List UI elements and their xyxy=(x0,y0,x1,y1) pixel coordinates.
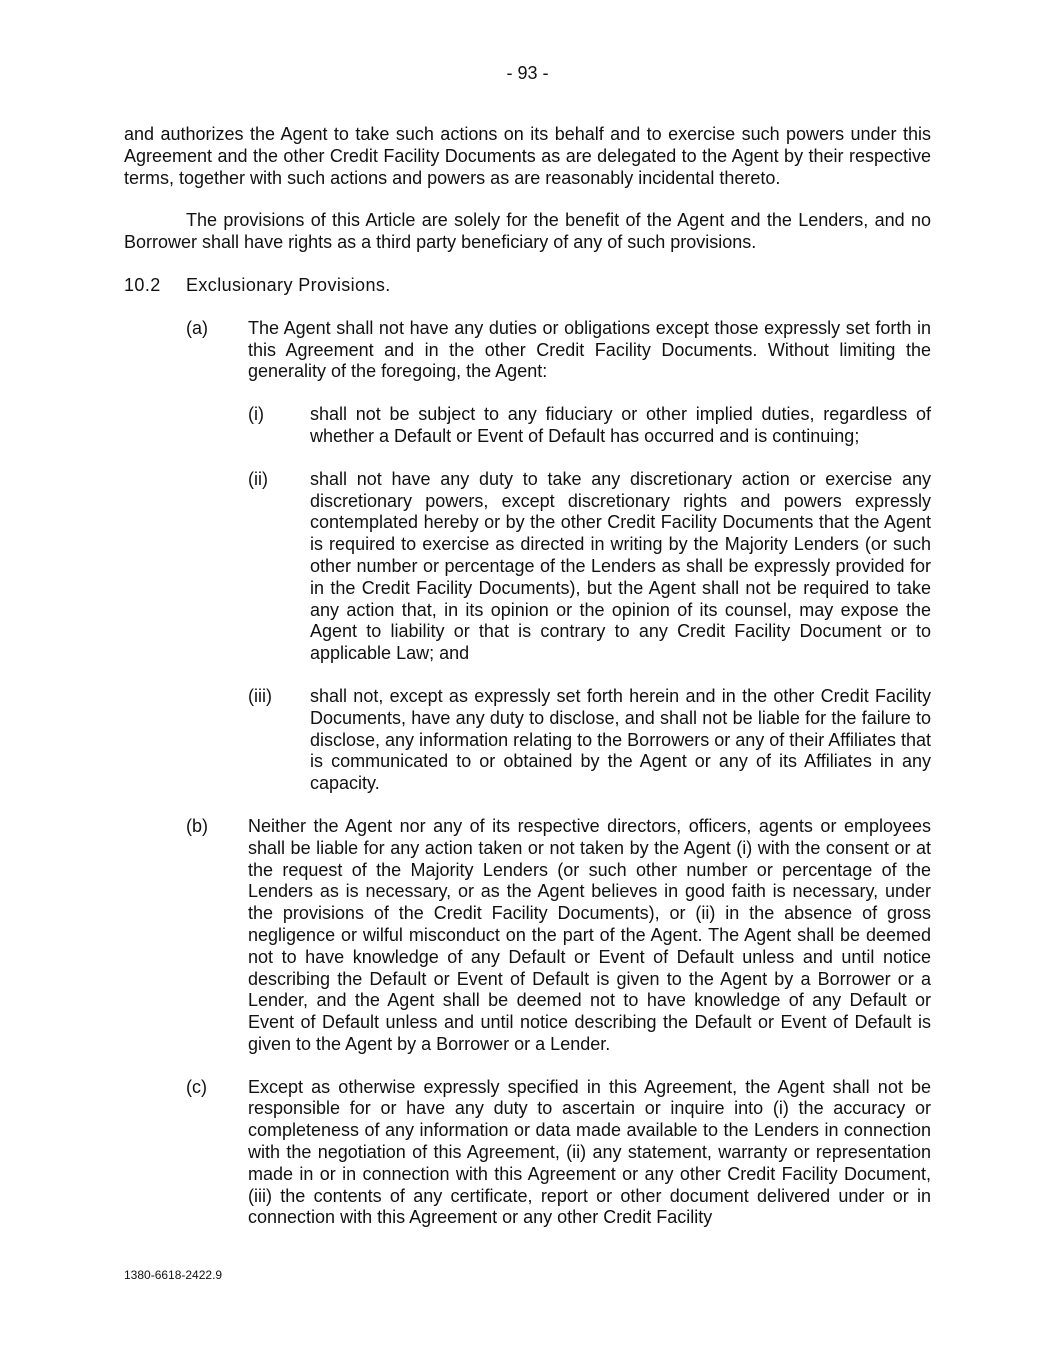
page-body xyxy=(124,124,931,1229)
clause-label: (c) xyxy=(186,1076,207,1097)
clause-label: (b) xyxy=(186,815,208,836)
subclause-iii xyxy=(248,686,931,795)
section-number: 10.2 xyxy=(124,274,161,295)
paragraph-continuation: and authorizes the Agent to take such actions on its behalf and to exercise such powers under this Agreement and the other Credit Facility Documents as are delegated to the Agent by their respective terms, together with such actions and powers as are reasonably incidental thereto. xyxy=(124,124,931,188)
subclause-text: shall not have any duty to take any discretionary action or exercise any discretionary powers, except discretionary rights and powers expressly contemplated hereby or by the other Credit Facility Documents that the Agent is required to exercise as directed in writing by the Majority Lenders (or such other number or percentage of the Lenders as shall be expressly provided for in the Credit Facility Documents), but the Agent shall not be required to take any action that, in its opinion or the opinion of its counsel, may expose the Agent to liability or that is contrary to any Credit Facility Document or to applicable Law; and xyxy=(310,468,931,664)
clause-b xyxy=(186,816,931,1056)
clause-text: Except as otherwise expressly specified in this Agreement, the Agent shall not be responsible for or have any duty to ascertain or inquire into (i) the accuracy or completeness of any information or data made available to the Lenders in connection with the negotiation of this Agreement, (ii) any statement, warranty or representation made in or in connection with this Agreement or any other Credit Facility Document, (iii) the contents of any certificate, report or other document delivered under or in connection with this Agreement or any other Credit Facility xyxy=(248,1076,931,1228)
subclause-label: (ii) xyxy=(248,468,268,489)
subclause-i xyxy=(248,404,931,448)
subclause-label: (i) xyxy=(248,404,264,425)
section-title: Exclusionary Provisions. xyxy=(186,274,391,295)
document-id-footer: 1380-6618-2422.9 xyxy=(124,1268,223,1282)
clause-text: Neither the Agent nor any of its respective directors, officers, agents or employees shall be liable for any action taken or not taken by the Agent (i) with the consent or at the request of the Majority Lenders (or such other number or percentage of the Lenders as is necessary, or as the Agent believes in good faith is necessary, under the provisions of the Credit Facility Documents), or (ii) in the absence of gross negligence or wilful misconduct on the part of the Agent. The Agent shall be deemed not to have knowledge of any Default or Event of Default unless and until notice describing the Default or Event of Default is given to the Agent by a Borrower or a Lender, and the Agent shall be deemed not to have knowledge of any Default or Event of Default unless and until notice describing the Default or Event of Default is given to the Agent by a Borrower or a Lender. xyxy=(248,815,931,1054)
clause-a xyxy=(186,318,931,383)
clause-label: (a) xyxy=(186,317,208,338)
section-heading xyxy=(124,275,931,297)
subclause-text: shall not, except as expressly set forth herein and in the other Credit Facility Documents, have any duty to disclose, and shall not be liable for the failure to disclose, any information relating to the Borrowers or any of their Affiliates that is communicated to or obtained by the Agent or any of its Affiliates in any capacity. xyxy=(310,685,931,794)
paragraph-beneficiary: The provisions of this Article are solely for the benefit of the Agent and the Lenders, and no Borrower shall have rights as a third party beneficiary of any of such provisions. xyxy=(124,210,931,253)
subclause-ii xyxy=(248,469,931,665)
clause-text: The Agent shall not have any duties or obligations except those expressly set forth in this Agreement and in the other Credit Facility Documents. Without limiting the generality of the foregoing, the Agent: xyxy=(248,317,931,382)
page-number: - 93 - xyxy=(506,63,549,83)
clause-c xyxy=(186,1077,931,1230)
subclause-label: (iii) xyxy=(248,685,272,706)
subclause-text: shall not be subject to any fiduciary or other implied duties, regardless of whether a Default or Event of Default has occurred and is continuing; xyxy=(310,404,931,446)
